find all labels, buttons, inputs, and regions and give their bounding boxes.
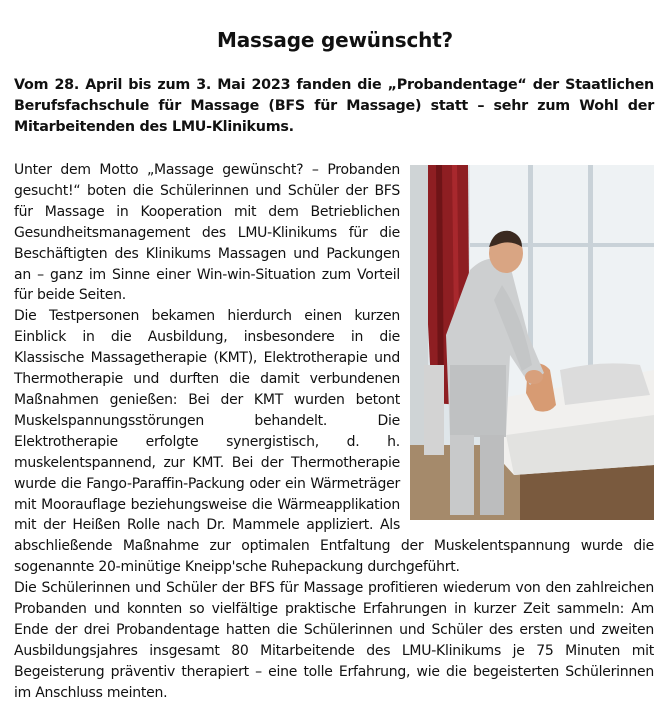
article-body xyxy=(14,160,654,704)
article-lead: Vom 28. April bis zum 3. Mai 2023 fanden die „Probandentage“ der Staatlichen Berufsfachschule für Massage (BFS für Massage) statt – sehr zum Wohl der Mitarbeitenden des LMU-Klinikums. xyxy=(14,77,654,135)
paragraph: Unter dem Motto „Massage gewünscht? – Probanden gesucht!“ boten die Schülerinnen und Schüler der BFS für Massage in Kooperation mit dem Betrieblichen Gesundheitsmanagement des LMU-Klinikums für die Beschäftigten des Klinikums Massagen und Packungen an – ganz im Sinne einer Win-win-Situation zum Vorteil für beide Seiten. xyxy=(14,162,400,304)
paragraph: Die Testpersonen bekamen hierdurch einen kurzen Einblick in die Ausbildung, insbesondere in die Klassische Massagetherapie (KMT), Elektrotherapie und Thermotherapie und durften die damit verbundenen Maßnahmen genießen: Bei der KMT wurden betont Muskelspannungsstörungen behandelt. Die Elektrotherapie erfolgte synergistisch, d. h. muskelentspannend, zur KMT. Bei der Thermotherapie wurde die Fango-Paraffin-Packung oder ein Wärmeträger mit Moorauflage beziehungsweise die Wärmeapplikation mit der Heißen Rolle nach Dr. Mammele appliziert. Als abschließende Maßnahme zur optimalen Entfaltung der Muskelentspannung wurde die sogenannte 20-minütige Kneipp'sche Ruhepackung durchgeführt. xyxy=(14,308,654,576)
article-title: Massage gewünscht? xyxy=(217,28,453,52)
paragraph: Die Schülerinnen und Schüler der BFS für Massage profitieren wiederum von den zahlreichen Probanden und konnten so vielfältige praktische Erfahrungen in kurzer Zeit sammeln: Am Ende der drei Probandentage hatten die Schülerinnen und Schüler des ersten und zweiten Ausbildungsjahres insgesamt 80 Mitarbeitende des LMU-Klinikums je 75 Minuten mit Begeisterung präventiv therapiert – eine tolle Erfahrung, wie die begeisterten Schülerinnen im Anschluss meinten. xyxy=(14,580,654,701)
massage-photo xyxy=(410,165,654,520)
